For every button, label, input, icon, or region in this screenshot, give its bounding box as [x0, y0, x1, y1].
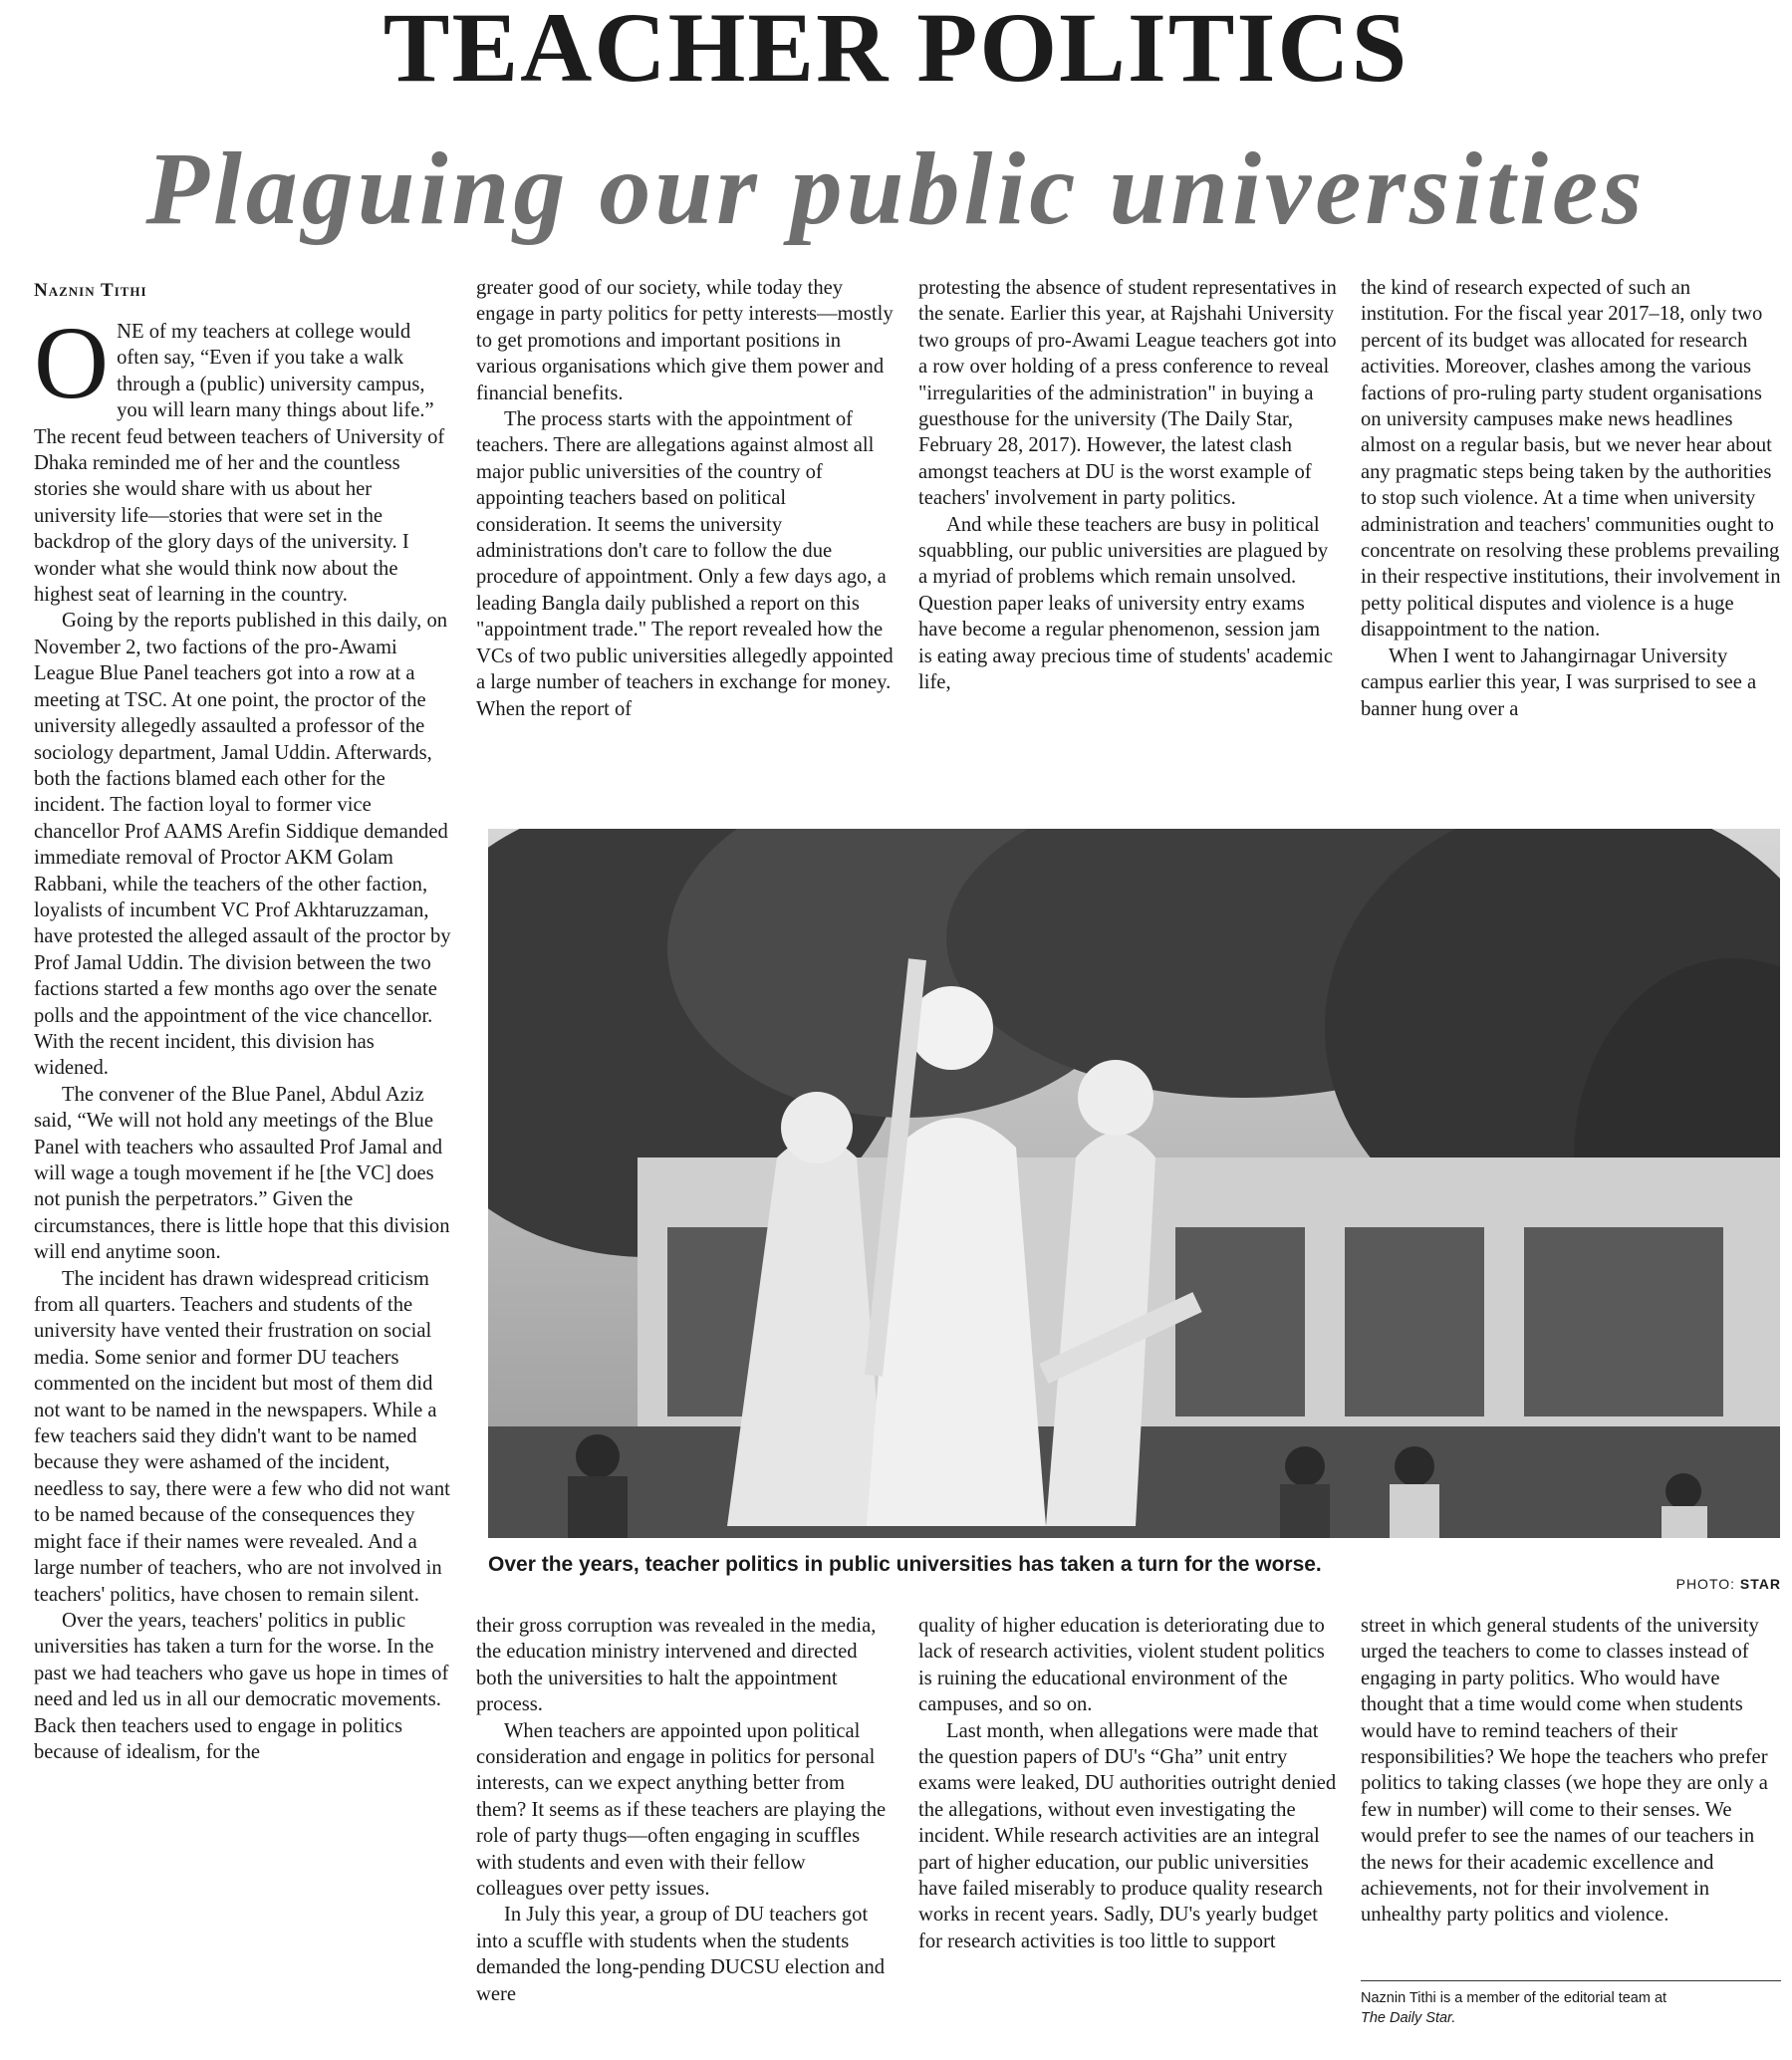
author-note: [1361, 1988, 1781, 2048]
paragraph: The convener of the Blue Panel, Abdul Aziz said, “We will not hold any meetings of the Blue Panel with teachers who assaulted Prof Jamal and will wage a tough movement if he [the VC] does not punish the perpetrators.” Given the circumstances, there is little hope that this division will end anytime soon.: [34, 1083, 450, 1264]
paragraph: Last month, when allegations were made that the question papers of DU's “Gha” unit entry exams were leaked, DU authorities outright denied the allegations, without even investigating the incident. While research activities are an integral part of higher education, our public universities have failed miserably to produce quality research works in recent years. Sadly, DU's yearly budget for research activities is too little to support: [918, 1719, 1337, 1952]
article-column-2-top: [476, 275, 895, 803]
paragraph: And while these teachers are busy in political squabbling, our public universities are plagued by a myriad of problems which remain unsolved. Question paper leaks of university entry exams have become a regular phenomenon, session jam is eating away precious time of students' academic life,: [918, 513, 1334, 694]
publication-name: The Daily Star.: [1361, 2010, 1456, 2026]
article-column-2-bottom: [476, 1613, 895, 2056]
article-column-1: [34, 319, 452, 2056]
paragraph: the kind of research expected of such an institution. For the fiscal year 2017–18, only two percent of its budget was allocated for research activities. Moreover, clashes among the various factions of pro-ruling party student organisations on university campuses make news headlines almost on a regular basis, but we never hear about any pragmatic steps being taken by the authorities to stop such violence. At a time when university administration and teachers' communities ought to concentrate on resolving these problems prevailing in their respective institutions, their involvement in petty political disputes and violence is a huge disappointment to the nation.: [1361, 277, 1781, 642]
paragraph: In July this year, a group of DU teachers got into a scuffle with students when the students demanded the long-pending DUCSU election and were: [476, 1904, 886, 2005]
photo-credit-prefix: PHOTO:: [1675, 1576, 1736, 1592]
headline: TEACHER POLITICS: [383, 0, 1409, 103]
paragraph: [34, 319, 452, 608]
photo-illustration: [488, 829, 1780, 1538]
photo-credit-source: STAR: [1739, 1576, 1781, 1592]
article-column-3-top: [918, 275, 1337, 803]
paragraph: Going by the reports published in this daily, on November 2, two factions of the pro-Awami League Blue Panel teachers got into a row at a meeting at TSC. At one point, the proctor of the university allegedly assaulted a professor of the sociology department, Jamal Uddin. Afterwards, both the factions blamed each other for the incident. The faction loyal to former vice chancellor Prof AAMS Arefin Siddique demanded immediate removal of Proctor AKM Golam Rabbani, while the teachers of the other faction, loyalists of incumbent VC Prof Akhtaruzzaman, have protested the alleged assault of the proctor by Prof Jamal Uddin. The division between the two factions started a few months ago over the senate polls and the appointment of the vice chancellor. With the recent incident, this division has widened.: [34, 610, 451, 1080]
byline: Naznin Tithi: [34, 280, 147, 301]
footer-divider: [1361, 1980, 1781, 1981]
paragraph-text: NE of my teachers at college would often say, “Even if you take a walk through a (public) university campus, you will learn many things about life.” The recent feud between teachers of University of Dhaka reminded me of her and the countless stories she would share with us about her university life—stories that were set in the backdrop of the glory days of the university. I wonder what she would think now about the highest seat of learning in the country.: [34, 321, 445, 607]
news-photo: [488, 829, 1780, 1538]
paragraph: The incident has drawn widespread criticism from all quarters. Teachers and students of the university have vented their frustration on social media. Some senior and former DU teachers commented on the incident but most of them did not want to be named in the newspapers. While a few teachers said they didn't want to be named because they were ashamed of the incident, needless to say, there were a few who did not want to be named because of the consequences they might face if their names were revealed. And a large number of teachers, who are not involved in teachers' politics, have chosen to remain silent.: [34, 1267, 450, 1606]
article-column-3-bottom: [918, 1613, 1337, 2056]
article-column-4-bottom: [1361, 1613, 1781, 1961]
drop-cap: O: [34, 319, 110, 420]
article-column-4-top: [1361, 275, 1781, 803]
paragraph: The process starts with the appointment of teachers. There are allegations against almost all major public universities of the country of appointing teachers based on political consideration. It seems the university administrations don't care to follow the due procedure of appointment. Only a few days ago, a leading Bangla daily published a report on this "appointment trade." The report revealed how the VCs of two public universities allegedly appointed a large number of teachers in exchange for money. When the report of: [476, 408, 894, 720]
photo-caption: Over the years, teacher politics in public universities has taken a turn for the worse.: [488, 1553, 1322, 1576]
paragraph: When teachers are appointed upon political consideration and engage in politics for personal interests, can we expect anything better from them? It seems as if these teachers are playing the role of party thugs—often engaging in scuffles with students and even with their fellow colleagues over petty issues.: [476, 1719, 887, 1901]
photo-credit: [1614, 1572, 1781, 1596]
paragraph: protesting the absence of student representatives in the senate. Earlier this year, at Rajshahi University two groups of pro-Awami League teachers got into a row over holding of a press conference to reveal "irregularities of the administration" in buying a guesthouse for the university (The Daily Star, February 28, 2017). However, the latest clash amongst teachers at DU is the worst example of teachers' involvement in party politics.: [918, 277, 1337, 510]
paragraph: their gross corruption was revealed in the media, the education ministry intervened and directed both the universities to halt the appointment process.: [476, 1615, 877, 1716]
subheadline: Plaguing our public universities: [145, 131, 1647, 246]
paragraph: quality of higher education is deteriorating due to lack of research activities, violent student politics is ruining the educational environment of the campuses, and so on.: [918, 1615, 1325, 1716]
author-note-text: Naznin Tithi is a member of the editorial team at: [1361, 1990, 1667, 2006]
paragraph: Over the years, teachers' politics in public universities has taken a turn for the worse. In the past we had teachers who gave us hope in times of need and led us in all our democratic movements. Back then teachers used to engage in politics because of idealism, for the: [34, 1609, 449, 1763]
paragraph: When I went to Jahangirnagar University campus earlier this year, I was surprised to see a banner hung over a: [1361, 644, 1757, 720]
paragraph: street in which general students of the university urged the teachers to come to classes instead of engaging in party politics. Who would have thought that a time would come when students would have to remind teachers of their responsibilities? We hope the teachers who prefer politics to taking classes (we hope they are only a few in number) will come to their senses. We would prefer to see the names of our teachers in the news for their academic excellence and achievements, not for their involvement in unhealthy party politics and violence.: [1361, 1615, 1768, 1927]
paragraph: greater good of our society, while today they engage in party politics for petty interests—mostly to get promotions and important positions in various organisations which give them power and financial benefits.: [476, 277, 894, 404]
